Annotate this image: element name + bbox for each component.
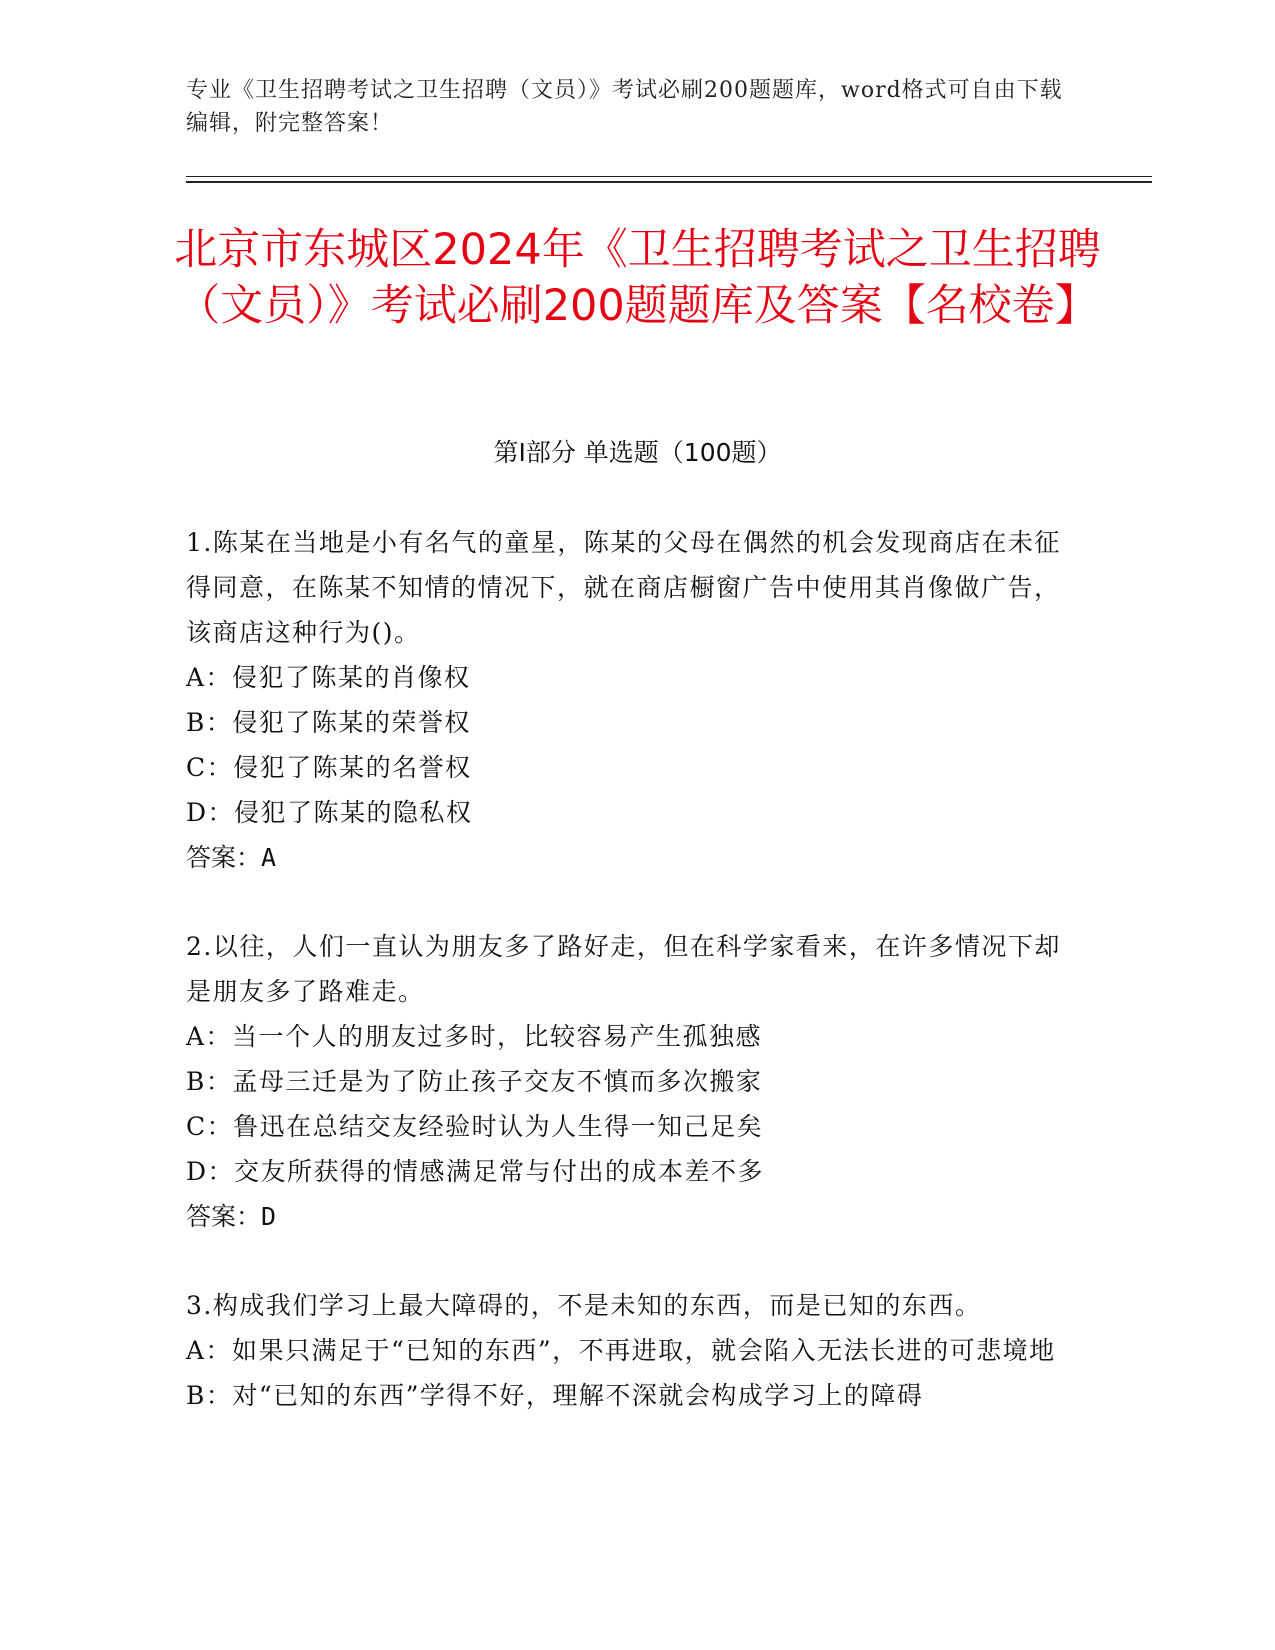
document-title: 北京市东城区2024年《卫生招聘考试之卫生招聘（文员）》考试必刷200题题库及答案【名校卷】 xyxy=(174,225,1101,331)
question-1 xyxy=(186,520,1066,880)
header-note: 专业《卫生招聘考试之卫生招聘（文员）》考试必刷200题题库，word格式可自由下载编辑，附完整答案！ xyxy=(186,78,1063,136)
option-b: B：孟母三迁是为了防止孩子交友不慎而多次搬家 xyxy=(186,1067,763,1096)
option-a: A：侵犯了陈某的肖像权 xyxy=(186,663,471,692)
option-d: D：交友所获得的情感满足常与付出的成本差不多 xyxy=(186,1157,765,1186)
answer-line xyxy=(186,1194,1066,1239)
question-2 xyxy=(186,924,1066,1239)
section-heading: 第I部分 单选题（100题） xyxy=(493,438,782,467)
header-divider-thick xyxy=(186,181,1152,183)
question-stem: 2.以往，人们一直认为朋友多了路好走，但在科学家看来，在许多情况下却是朋友多了路难走。 xyxy=(186,932,1061,1006)
answer-value: D xyxy=(261,1202,277,1231)
option-d: D：侵犯了陈某的隐私权 xyxy=(186,798,473,827)
option-a: A：当一个人的朋友过多时，比较容易产生孤独感 xyxy=(186,1022,763,1051)
option-c: C：侵犯了陈某的名誉权 xyxy=(186,753,472,782)
answer-value: A xyxy=(261,843,277,872)
answer-label: 答案： xyxy=(186,843,262,872)
option-b: B：对“已知的东西”学得不好，理解不深就会构成学习上的障碍 xyxy=(186,1381,924,1410)
option-a: A：如果只满足于“已知的东西”，不再进取，就会陷入无法长进的可悲境地 xyxy=(186,1336,1056,1365)
option-b: B：侵犯了陈某的荣誉权 xyxy=(186,708,471,737)
answer-label: 答案： xyxy=(186,1202,262,1231)
question-3 xyxy=(186,1283,1066,1418)
question-stem: 1.陈某在当地是小有名气的童星，陈某的父母在偶然的机会发现商店在未征得同意，在陈某不知情的情况下，就在商店橱窗广告中使用其肖像做广告，该商店这种行为()。 xyxy=(186,528,1061,647)
option-c: C：鲁迅在总结交友经验时认为人生得一知己足矣 xyxy=(186,1112,764,1141)
answer-line xyxy=(186,835,1066,880)
question-list xyxy=(186,520,1066,1462)
question-stem: 3.构成我们学习上最大障碍的，不是未知的东西，而是已知的东西。 xyxy=(186,1291,982,1320)
header-divider-thin xyxy=(186,176,1152,177)
